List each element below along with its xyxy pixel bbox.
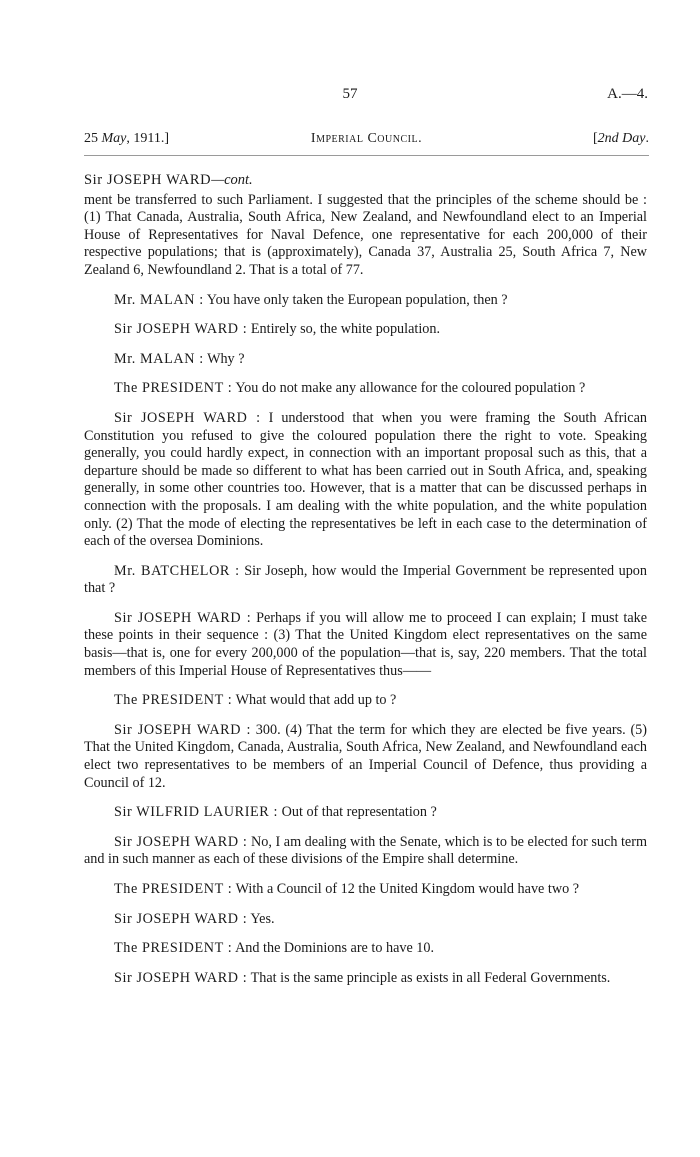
header-title: Imperial Council. xyxy=(310,131,423,146)
paragraph xyxy=(84,722,647,792)
paragraph xyxy=(84,563,647,598)
paragraph-text: Entirely so, the white population. xyxy=(250,321,441,338)
paragraph-text: That is the same principle as exists in all Federal Governments. xyxy=(250,969,611,986)
paragraph-text: What would that add up to ? xyxy=(235,692,397,709)
header-day-label: 2nd Day xyxy=(597,131,646,146)
paragraph-text: Out of that representation ? xyxy=(281,804,437,821)
paragraph-text: I understood that when you were framing the South African Constitution you refused to give the coloured population there the right to vote. Speaking generally, you could hardly expect, in connection with an important proposal such as this, that a departure should be made so different to what has been carried out in South Africa, and, speaking generally, in some other countries too. However, that is a matter that can be discussed perhaps in connection with the proposals. I am dealing with the white population, and the white population only. (2) That the mode of electing the representatives be left in each case to the determination of each of the oversea Dominions. xyxy=(84,409,647,550)
paragraph xyxy=(84,940,647,958)
paragraph xyxy=(84,380,647,398)
paragraph-text: You do not make any allowance for the coloured population ? xyxy=(235,380,586,397)
page-number: 57 xyxy=(342,86,358,102)
speaker-name: The PRESIDENT : xyxy=(114,881,233,897)
paragraph-text: And the Dominions are to have 10. xyxy=(235,940,435,957)
speaker-name: Sir JOSEPH WARD : xyxy=(114,833,248,850)
speaker-name: The PRESIDENT : xyxy=(114,940,233,957)
paragraph-text: Perhaps if you will allow me to proceed I can explain; I must take these points in their sequence : (3) That the United Kingdom elect representatives on the same basis—that is, one for every 200,000 of the population—that is, say, 220 members. That the total members of this Imperial House of Representatives thus—— xyxy=(84,609,648,679)
paragraph xyxy=(84,881,647,899)
header-date-suffix: , 1911.] xyxy=(126,131,170,146)
header-day xyxy=(593,131,649,147)
paragraph xyxy=(84,692,647,710)
speaker-name: Mr. MALAN : xyxy=(114,291,204,308)
continued-marker: —cont. xyxy=(211,172,253,188)
paragraph-text: Yes. xyxy=(250,910,275,927)
header-rule xyxy=(84,155,649,156)
speaker-name: Sir JOSEPH WARD : xyxy=(114,321,248,338)
document-body xyxy=(84,172,647,999)
paragraph-text: You have only taken the European population, then ? xyxy=(206,291,508,308)
paragraph xyxy=(84,192,647,280)
paragraph-text: With a Council of 12 the United Kingdom would have two ? xyxy=(235,881,580,897)
speaker-name: Sir JOSEPH WARD : xyxy=(114,721,252,738)
paragraph xyxy=(84,321,647,339)
continued-speaker-name: Sir JOSEPH WARD xyxy=(84,172,212,188)
paragraph xyxy=(84,410,647,551)
header-date-month: May xyxy=(101,131,127,146)
paragraph xyxy=(84,970,647,988)
document-code: A.—4. xyxy=(607,86,648,102)
paragraph-text: Sir Joseph, how would the Imperial Government be represented upon that ? xyxy=(84,562,647,597)
speaker-name: Sir WILFRID LAURIER : xyxy=(114,804,279,821)
paragraph xyxy=(84,351,647,369)
speaker-name: The PRESIDENT : xyxy=(114,692,233,709)
continued-speaker xyxy=(84,172,647,190)
paragraph xyxy=(84,610,647,680)
paragraph-text: Why ? xyxy=(207,350,245,367)
paragraph-text: 300. (4) That the term for which they are elected be five years. (5) That the United Kingdom, Canada, Australia, South Africa, New Zealand, and Newfoundland each elect two representatives to be members of an Imperial Council of Defence, thus providing a Council of 12. xyxy=(84,721,647,791)
paragraph xyxy=(84,834,647,869)
paragraph xyxy=(84,804,647,822)
header-date-prefix: 25 xyxy=(84,131,102,146)
speaker-name: Sir JOSEPH WARD : xyxy=(114,910,248,927)
running-header xyxy=(84,131,649,153)
speaker-name: Mr. MALAN : xyxy=(114,350,204,367)
speaker-name: The PRESIDENT : xyxy=(114,380,233,397)
paragraph-text: No, I am dealing with the Senate, which is to be elected for such term and in such manner as each of these divisions of the Empire shall determine. xyxy=(84,833,647,868)
paragraph xyxy=(84,911,647,929)
speaker-name: Mr. BATCHELOR : xyxy=(114,562,240,579)
header-day-prefix: [ xyxy=(593,131,598,146)
header-day-suffix: . xyxy=(645,131,649,146)
speaker-name: Sir JOSEPH WARD : xyxy=(114,969,248,986)
speaker-name: Sir JOSEPH WARD : xyxy=(114,409,261,426)
paragraph xyxy=(84,292,647,310)
paragraph-text: ment be transferred to such Parliament. I suggested that the principles of the scheme should be : (1) That Canada, Australia, South Africa, New Zealand, and Newfoundland elect to an Imperial House of Representatives for Naval Defence, one representative for each 200,000 of their respective populations; that is (approximately), Canada 37, Australia 25, South Africa 7, New Zealand 6, Newfoundland 2. That is a total of 77. xyxy=(84,191,647,278)
speaker-name: Sir JOSEPH WARD : xyxy=(114,609,252,626)
